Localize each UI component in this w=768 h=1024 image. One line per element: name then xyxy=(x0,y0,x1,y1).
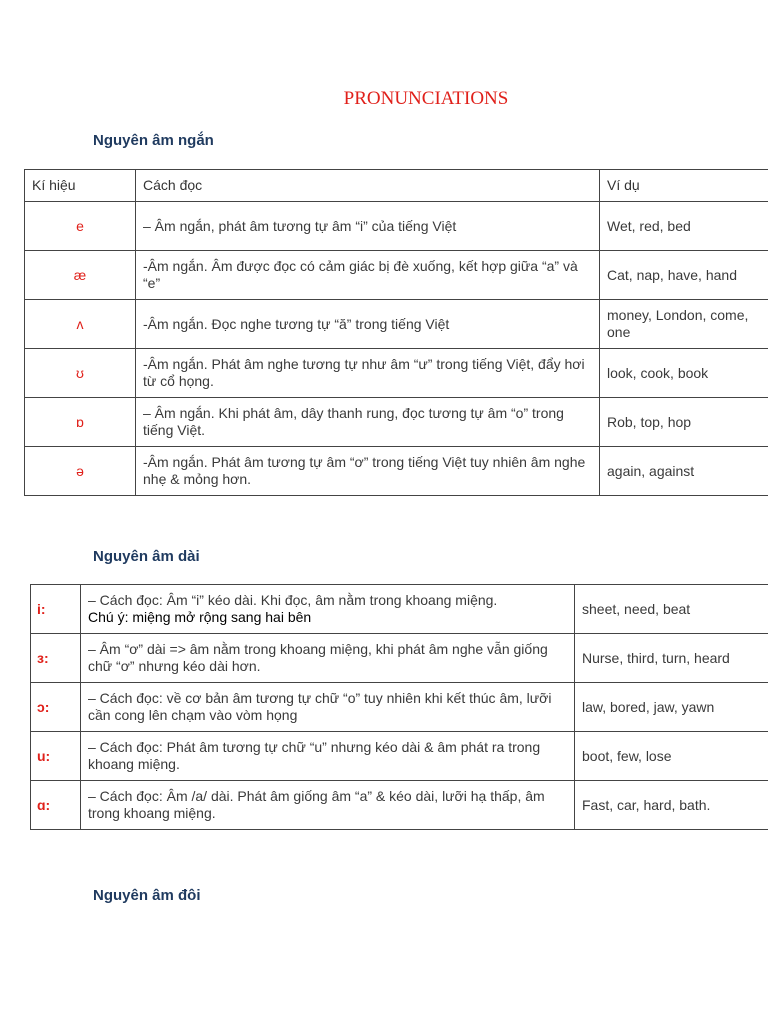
column-header-example: Ví dụ xyxy=(600,170,768,202)
example-cell: law, bored, jaw, yawn xyxy=(575,683,768,732)
table-row xyxy=(25,447,768,496)
diphthongs-heading: Nguyên âm đôi xyxy=(93,887,201,904)
column-header-pronunciation: Cách đọc xyxy=(136,170,600,202)
description-cell: – Âm ngắn. Khi phát âm, dây thanh rung, đọc tương tự âm “o” trong tiếng Việt. xyxy=(136,398,600,447)
table-row xyxy=(25,398,768,447)
table-row xyxy=(25,300,768,349)
example-cell: Nurse, third, turn, heard xyxy=(575,634,768,683)
symbol-cell: e xyxy=(25,202,136,251)
table-row xyxy=(25,251,768,300)
symbol-cell: ɒ xyxy=(25,398,136,447)
example-cell: look, cook, book xyxy=(600,349,768,398)
table-row xyxy=(31,683,768,732)
description-text: – Cách đọc: Âm “i” kéo dài. Khi đọc, âm nằm trong khoang miệng. xyxy=(88,592,498,608)
description-cell: -Âm ngắn. Đọc nghe tương tự “ă” trong tiếng Việt xyxy=(136,300,600,349)
table-header-row xyxy=(25,170,768,202)
description-cell: – Cách đọc: về cơ bản âm tương tự chữ “o” tuy nhiên khi kết thúc âm, lưỡi cần cong lên chạm vào vòm họng xyxy=(81,683,575,732)
example-cell: boot, few, lose xyxy=(575,732,768,781)
description-cell: -Âm ngắn. Phát âm nghe tương tự như âm “ư” trong tiếng Việt, đẩy hơi từ cổ họng. xyxy=(136,349,600,398)
short-vowels-table xyxy=(24,169,768,496)
table-row xyxy=(31,781,768,830)
symbol-cell: ɔ: xyxy=(31,683,81,732)
description-note: Chú ý: miệng mở rộng sang hai bên xyxy=(88,609,312,625)
symbol-cell: æ xyxy=(25,251,136,300)
table-row xyxy=(31,585,768,634)
long-vowels-heading: Nguyên âm dài xyxy=(93,548,200,565)
table-row xyxy=(31,732,768,781)
symbol-cell: ʌ xyxy=(25,300,136,349)
description-cell: -Âm ngắn. Âm được đọc có cảm giác bị đè xuống, kết hợp giữa “a” và “e” xyxy=(136,251,600,300)
description-cell: – Cách đọc: Phát âm tương tự chữ “u” nhưng kéo dài & âm phát ra trong khoang miệng. xyxy=(81,732,575,781)
short-vowels-heading: Nguyên âm ngắn xyxy=(93,132,214,149)
symbol-cell: ə xyxy=(25,447,136,496)
table-row xyxy=(25,202,768,251)
symbol-cell: i: xyxy=(31,585,81,634)
page-title: PRONUNCIATIONS xyxy=(343,88,509,109)
table-row xyxy=(25,349,768,398)
description-cell: – Âm “ơ” dài => âm nằm trong khoang miệng, khi phát âm nghe vẫn giống chữ “ơ” nhưng kéo dài hơn. xyxy=(81,634,575,683)
description-cell xyxy=(81,585,575,634)
example-cell: Fast, car, hard, bath. xyxy=(575,781,768,830)
symbol-cell: u: xyxy=(31,732,81,781)
description-cell: – Cách đọc: Âm /a/ dài. Phát âm giống âm “a” & kéo dài, lưỡi hạ thấp, âm trong khoang miệng. xyxy=(81,781,575,830)
long-vowels-table xyxy=(30,584,768,830)
description-cell: – Âm ngắn, phát âm tương tự âm “i” của tiếng Việt xyxy=(136,202,600,251)
symbol-cell: ɜ: xyxy=(31,634,81,683)
example-cell: money, London, come, one xyxy=(600,300,768,349)
example-cell: sheet, need, beat xyxy=(575,585,768,634)
example-cell: Cat, nap, have, hand xyxy=(600,251,768,300)
table-row xyxy=(31,634,768,683)
example-cell: Wet, red, bed xyxy=(600,202,768,251)
column-header-symbol: Kí hiệu xyxy=(25,170,136,202)
symbol-cell: ʊ xyxy=(25,349,136,398)
example-cell: again, against xyxy=(600,447,768,496)
symbol-cell: ɑ: xyxy=(31,781,81,830)
description-cell: -Âm ngắn. Phát âm tương tự âm “ơ” trong tiếng Việt tuy nhiên âm nghe nhẹ & mỏng hơn. xyxy=(136,447,600,496)
example-cell: Rob, top, hop xyxy=(600,398,768,447)
